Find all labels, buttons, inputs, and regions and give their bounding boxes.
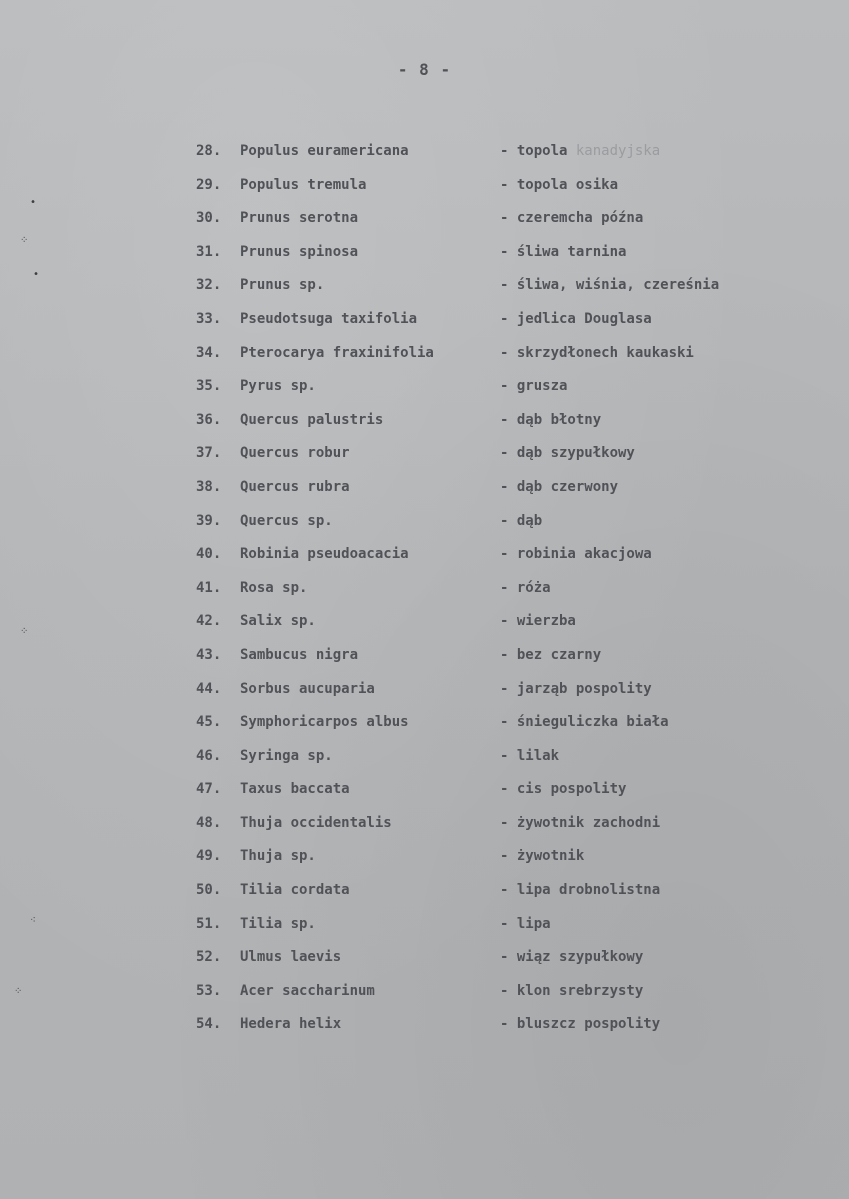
entry-number: 45. <box>196 714 222 731</box>
entry-number: 43. <box>196 646 222 663</box>
polish-name-text: - czeremcha późna <box>500 210 644 227</box>
polish-name-text: - bluszcz pospolity <box>500 1016 661 1033</box>
latin-name: Salix sp. <box>240 613 316 630</box>
polish-name <box>500 272 719 298</box>
species-entry <box>196 541 796 575</box>
latin-name: Thuja occidentalis <box>240 814 392 831</box>
species-entry <box>196 407 796 441</box>
species-entry <box>196 944 796 978</box>
polish-name-faint-text: kanadyjska <box>567 143 661 159</box>
species-entry <box>196 877 796 911</box>
latin-name: Tilia sp. <box>240 915 316 932</box>
polish-name <box>500 239 626 265</box>
latin-name: Pterocarya fraxinifolia <box>240 344 434 361</box>
polish-name <box>500 474 618 500</box>
entry-number: 46. <box>196 747 222 764</box>
latin-name: Prunus sp. <box>240 277 325 294</box>
species-entry <box>196 608 796 642</box>
species-entry <box>196 642 796 676</box>
species-entry <box>196 205 796 239</box>
entry-number: 28. <box>196 143 222 159</box>
polish-name-text: - dąb błotny <box>500 411 602 428</box>
polish-name-text: - wierzba <box>500 613 576 630</box>
latin-name: Hedera helix <box>240 1016 342 1033</box>
latin-name: Acer saccharinum <box>240 982 375 999</box>
species-entry <box>196 776 796 810</box>
polish-name-text: - róża <box>500 579 551 596</box>
paper-speck: • <box>30 197 37 208</box>
polish-name-text: - skrzydłonech kaukaski <box>500 344 694 361</box>
latin-name: Rosa sp. <box>240 579 308 596</box>
polish-name <box>500 743 559 769</box>
polish-name <box>500 877 660 903</box>
polish-name <box>500 407 601 433</box>
polish-name-text: - żywotnik zachodni <box>500 814 661 831</box>
entry-number: 34. <box>196 344 222 361</box>
entry-number: 52. <box>196 949 222 966</box>
entry-number: 31. <box>196 243 222 260</box>
entry-number: 50. <box>196 882 222 899</box>
entry-number: 53. <box>196 982 222 999</box>
entry-number: 51. <box>196 915 222 932</box>
polish-name-text: - jarząb pospolity <box>500 680 652 697</box>
species-list <box>196 138 796 1045</box>
polish-name-text: - wiąz szypułkowy <box>500 949 644 966</box>
entry-number: 44. <box>196 680 222 697</box>
species-entry <box>196 172 796 206</box>
entry-number: 32. <box>196 277 222 294</box>
polish-name-text: - lipa drobnolistna <box>500 882 661 899</box>
polish-name-text: - topola osika <box>500 176 619 193</box>
entry-number: 35. <box>196 378 222 395</box>
paper-speck: ⁘ <box>20 235 29 246</box>
polish-name <box>500 1011 660 1037</box>
polish-name <box>500 541 652 567</box>
entry-number: 29. <box>196 176 222 193</box>
latin-name: Tilia cordata <box>240 882 350 899</box>
polish-name <box>500 978 643 1004</box>
polish-name-text: - cis pospolity <box>500 781 627 798</box>
species-entry <box>196 575 796 609</box>
species-entry <box>196 676 796 710</box>
species-entry <box>196 474 796 508</box>
polish-name <box>500 306 652 332</box>
polish-name <box>500 608 576 634</box>
polish-name <box>500 205 643 231</box>
paper-speck: ⁘ <box>14 986 23 997</box>
polish-name-text: - topola <box>500 143 568 159</box>
polish-name-text: - dąb czerwony <box>500 478 619 495</box>
latin-name: Robinia pseudoacacia <box>240 546 409 563</box>
species-entry <box>196 306 796 340</box>
entry-number: 37. <box>196 445 222 462</box>
latin-name: Pyrus sp. <box>240 378 316 395</box>
paper-speck: • <box>33 269 40 280</box>
polish-name-text: - żywotnik <box>500 848 585 865</box>
polish-name <box>500 340 694 366</box>
entry-number: 30. <box>196 210 222 227</box>
paper-speck: ⁘ <box>20 626 29 637</box>
polish-name-text: - śliwa tarnina <box>500 243 627 260</box>
species-entry <box>196 911 796 945</box>
polish-name <box>500 776 626 802</box>
species-entry <box>196 272 796 306</box>
latin-name: Prunus serotna <box>240 210 359 227</box>
paper-speck: ⁖ <box>30 915 36 926</box>
latin-name: Sambucus nigra <box>240 646 359 663</box>
polish-name <box>500 709 669 735</box>
entry-number: 49. <box>196 848 222 865</box>
polish-name-text: - jedlica Douglasa <box>500 310 652 327</box>
entry-number: 48. <box>196 814 222 831</box>
polish-name-text: - grusza <box>500 378 568 395</box>
polish-name <box>500 575 551 601</box>
polish-name <box>500 944 643 970</box>
entry-number: 38. <box>196 478 222 495</box>
species-entry <box>196 373 796 407</box>
species-entry <box>196 1011 796 1045</box>
latin-name: Pseudotsuga taxifolia <box>240 310 418 327</box>
polish-name-text: - lipa <box>500 915 551 932</box>
polish-name <box>500 642 601 668</box>
page-number: - 8 - <box>397 60 452 79</box>
latin-name: Quercus rubra <box>240 478 350 495</box>
entry-number: 41. <box>196 579 222 596</box>
entry-number: 36. <box>196 411 222 428</box>
species-entry <box>196 340 796 374</box>
latin-name: Syringa sp. <box>240 747 333 764</box>
polish-name-text: - klon srebrzysty <box>500 982 644 999</box>
polish-name <box>500 843 584 869</box>
polish-name-text: - robinia akacjowa <box>500 546 652 563</box>
entry-number: 33. <box>196 310 222 327</box>
polish-name <box>500 138 660 164</box>
species-entry <box>196 843 796 877</box>
latin-name: Thuja sp. <box>240 848 316 865</box>
latin-name: Sorbus aucuparia <box>240 680 375 697</box>
polish-name-text: - śliwa, wiśnia, czereśnia <box>500 277 720 294</box>
polish-name <box>500 810 660 836</box>
entry-number: 54. <box>196 1016 222 1033</box>
latin-name: Ulmus laevis <box>240 949 342 966</box>
entry-number: 42. <box>196 613 222 630</box>
polish-name-text: - śnieguliczka biała <box>500 714 669 731</box>
species-entry <box>196 709 796 743</box>
latin-name: Quercus sp. <box>240 512 333 529</box>
latin-name: Populus euramericana <box>240 143 409 159</box>
species-entry <box>196 440 796 474</box>
species-entry <box>196 138 796 172</box>
latin-name: Populus tremula <box>240 176 367 193</box>
latin-name: Quercus palustris <box>240 411 384 428</box>
polish-name-text: - bez czarny <box>500 646 602 663</box>
polish-name-text: - dąb <box>500 512 543 529</box>
latin-name: Taxus baccata <box>240 781 350 798</box>
latin-name: Symphoricarpos albus <box>240 714 409 731</box>
polish-name <box>500 508 542 534</box>
species-entry <box>196 743 796 777</box>
polish-name <box>500 676 652 702</box>
species-entry <box>196 508 796 542</box>
entry-number: 39. <box>196 512 222 529</box>
entry-number: 40. <box>196 546 222 563</box>
species-entry <box>196 239 796 273</box>
polish-name <box>500 373 567 399</box>
latin-name: Prunus spinosa <box>240 243 359 260</box>
latin-name: Quercus robur <box>240 445 350 462</box>
polish-name-text: - lilak <box>500 747 560 764</box>
polish-name <box>500 911 551 937</box>
species-entry <box>196 810 796 844</box>
polish-name <box>500 172 618 198</box>
species-entry <box>196 978 796 1012</box>
entry-number: 47. <box>196 781 222 798</box>
polish-name <box>500 440 635 466</box>
polish-name-text: - dąb szypułkowy <box>500 445 635 462</box>
